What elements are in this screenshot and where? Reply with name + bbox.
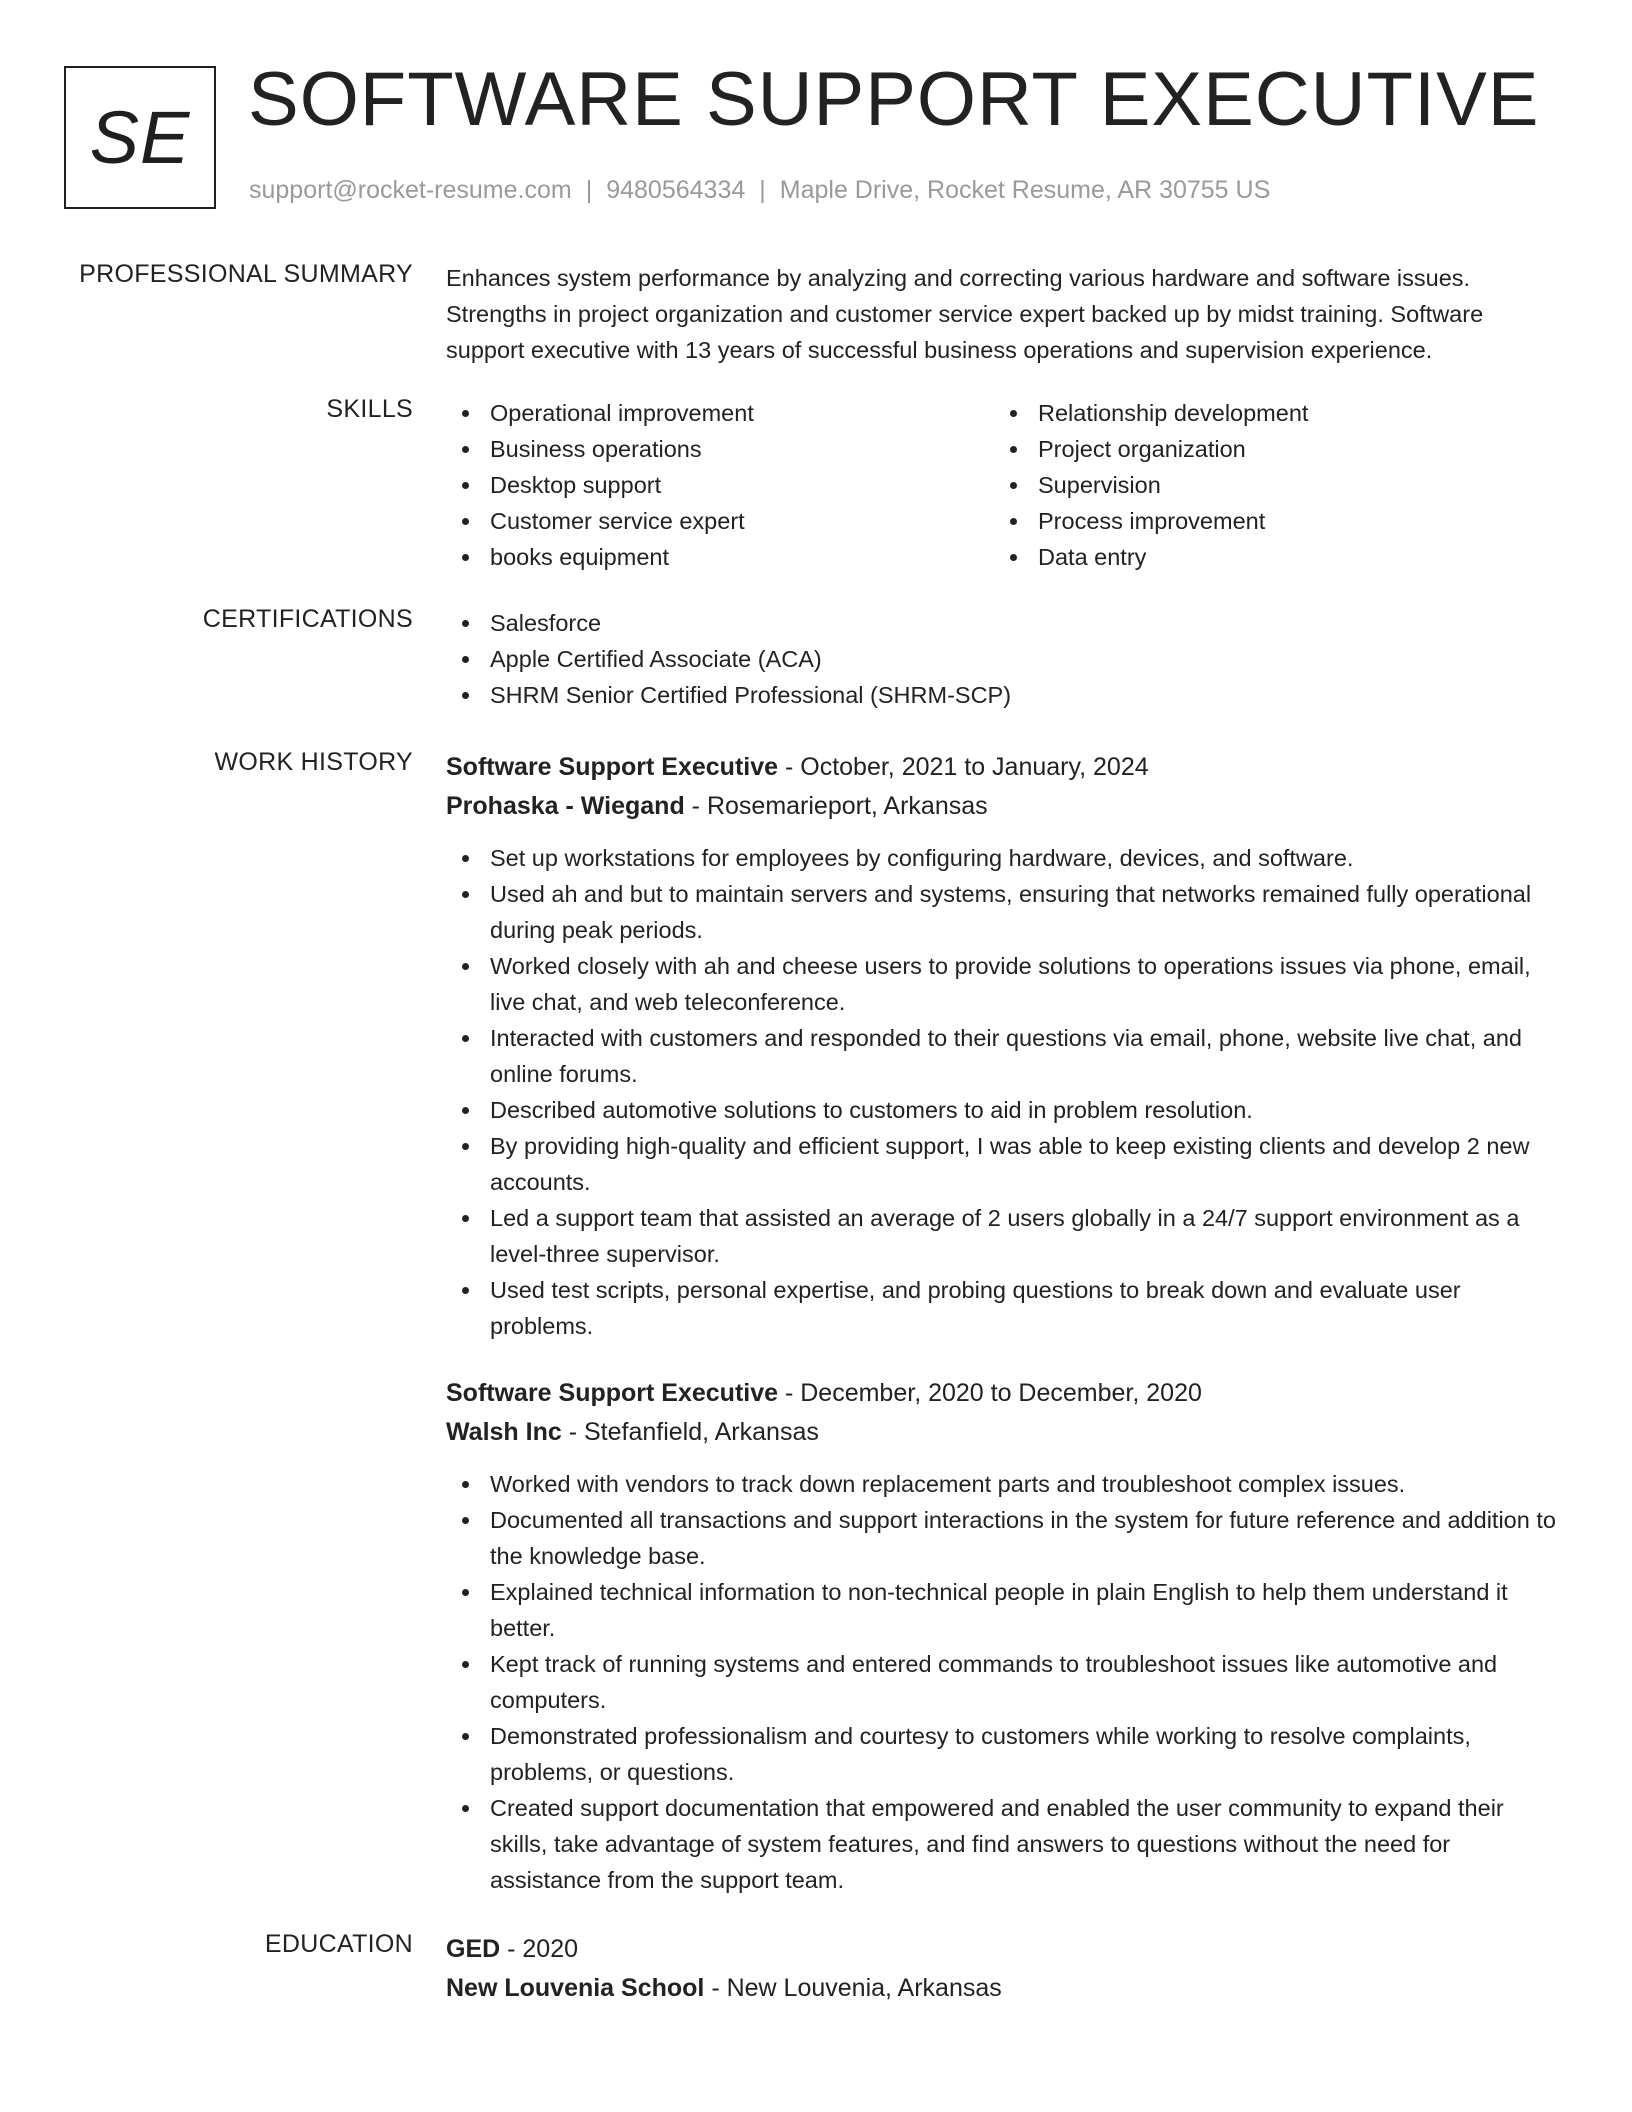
contact-separator: | <box>759 176 766 204</box>
job-bullet: By providing high-quality and efficient support, I was able to keep existing clients and develop 2 new accounts. <box>446 1128 1566 1200</box>
job-title: Software Support Executive <box>446 753 779 781</box>
job-bullet: Interacted with customers and responded to their questions via email, phone, website live chat, and online forums. <box>446 1020 1566 1092</box>
skill-item: Business operations <box>446 431 994 467</box>
job-dates: - October, 2021 to January, 2024 <box>778 753 1149 781</box>
skills-list-right <box>994 395 1542 575</box>
job-bullets <box>446 840 1566 1344</box>
job-title-line <box>446 1374 1566 1413</box>
job-location: - Rosemarieport, Arkansas <box>684 792 988 820</box>
certification-item: Salesforce <box>446 605 1566 641</box>
education-year: - 2020 <box>500 1935 579 1963</box>
job-bullets <box>446 1466 1566 1898</box>
job-bullet: Kept track of running systems and entered commands to troubleshoot issues like automotive and computers. <box>446 1646 1566 1718</box>
candidate-name: SOFTWARE SUPPORT EXECUTIVE <box>248 57 1540 142</box>
job-company: Walsh Inc <box>446 1418 562 1446</box>
job-entry <box>446 1374 1566 1898</box>
job-title-line <box>446 748 1566 787</box>
contact-separator: | <box>585 176 593 204</box>
job-title: Software Support Executive <box>446 1379 779 1407</box>
job-bullet: Used test scripts, personal expertise, and probing questions to break down and evaluate user problems. <box>446 1272 1566 1344</box>
skill-item: Supervision <box>994 467 1542 503</box>
education-location: - New Louvenia, Arkansas <box>704 1974 1002 2002</box>
job-bullet: Created support documentation that empowered and enabled the user community to expand their skills, take advantage of system features, and find answers to questions without the need for assistance from the support team. <box>446 1790 1566 1898</box>
job-bullet: Worked with vendors to track down replacement parts and troubleshoot complex issues. <box>446 1466 1566 1502</box>
job-bullet: Documented all transactions and support interactions in the system for future reference and addition to the knowledge base. <box>446 1502 1566 1574</box>
job-company-line <box>446 787 1566 826</box>
contact-email: support@rocket-resume.com <box>249 176 572 204</box>
skill-item: Desktop support <box>446 467 994 503</box>
contact-address: Maple Drive, Rocket Resume, AR 30755 US <box>779 176 1271 204</box>
education-school: New Louvenia School <box>446 1974 705 2002</box>
certifications-list <box>446 605 1566 713</box>
job-bullet: Described automotive solutions to customers to aid in problem resolution. <box>446 1092 1566 1128</box>
certification-item: Apple Certified Associate (ACA) <box>446 641 1566 677</box>
skill-item: Data entry <box>994 539 1542 575</box>
skill-item: Process improvement <box>994 503 1542 539</box>
job-bullet: Explained technical information to non-technical people in plain English to help them understand it better. <box>446 1574 1566 1646</box>
education-degree: GED <box>446 1935 501 1963</box>
job-bullet: Worked closely with ah and cheese users to provide solutions to operations issues via phone, email, live chat, and web teleconference. <box>446 948 1566 1020</box>
skill-item: books equipment <box>446 539 994 575</box>
education-degree-line <box>446 1930 1566 1969</box>
job-location: - Stefanfield, Arkansas <box>561 1418 819 1446</box>
skills-label: SKILLS <box>326 395 413 423</box>
skill-item: Customer service expert <box>446 503 994 539</box>
monogram-box <box>64 66 216 209</box>
contact-phone: 9480564334 <box>606 176 746 204</box>
job-bullet: Set up workstations for employees by configuring hardware, devices, and software. <box>446 840 1566 876</box>
job-bullet: Led a support team that assisted an average of 2 users globally in a 24/7 support environment as a level-three supervisor. <box>446 1200 1566 1272</box>
skill-item: Operational improvement <box>446 395 994 431</box>
job-entry <box>446 748 1566 1344</box>
monogram-initials: SE <box>89 96 191 179</box>
job-company: Prohaska - Wiegand <box>446 792 685 820</box>
contact-line <box>249 176 1270 205</box>
job-dates: - December, 2020 to December, 2020 <box>778 1379 1202 1407</box>
summary-label: PROFESSIONAL SUMMARY <box>79 260 413 288</box>
certification-item: SHRM Senior Certified Professional (SHRM-SCP) <box>446 677 1566 713</box>
certifications-label: CERTIFICATIONS <box>202 605 413 633</box>
skills-list-left <box>446 395 994 575</box>
summary-text: Enhances system performance by analyzing and correcting various hardware and software issues. Strengths in project organization and customer service expert backed up by midst training. Software support executive with 13 years of successful business operations and supervision experience. <box>446 265 1484 363</box>
education-label: EDUCATION <box>264 1930 413 1958</box>
work-history-label: WORK HISTORY <box>214 748 413 776</box>
job-bullet: Used ah and but to maintain servers and systems, ensuring that networks remained fully operational during peak periods. <box>446 876 1566 948</box>
job-bullet: Demonstrated professionalism and courtesy to customers while working to resolve complaints, problems, or questions. <box>446 1718 1566 1790</box>
skill-item: Project organization <box>994 431 1542 467</box>
job-company-line <box>446 1413 1566 1452</box>
skill-item: Relationship development <box>994 395 1542 431</box>
education-school-line <box>446 1969 1566 2008</box>
